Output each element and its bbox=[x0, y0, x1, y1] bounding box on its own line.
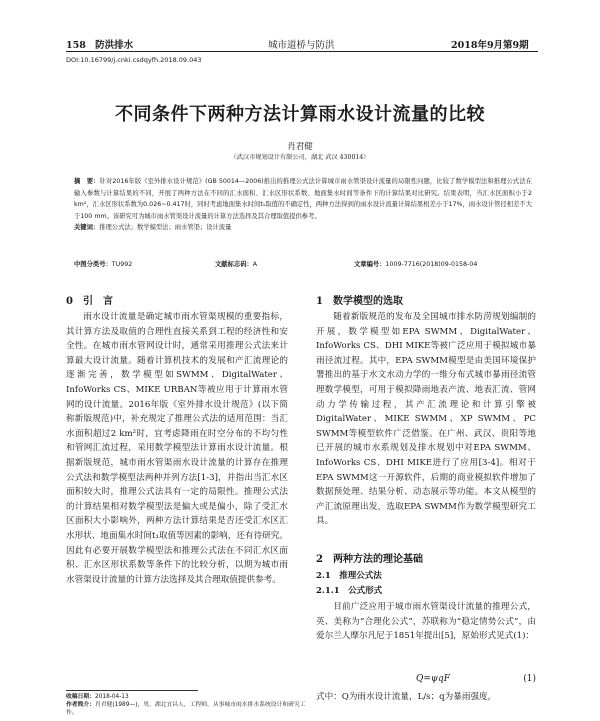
heading-model-selection: 1 数学模型的选取 bbox=[316, 296, 403, 307]
equation-explanation bbox=[316, 690, 536, 705]
header-rule bbox=[66, 51, 538, 52]
heading-introduction: 0 引 言 bbox=[66, 296, 113, 307]
received-value: 2018-04-13 bbox=[95, 694, 129, 700]
heading-theory: 2 两种方法的理论基础 bbox=[316, 554, 423, 565]
affiliation: （武汉市规划设计有限公司，湖北 武汉 430014） bbox=[230, 154, 370, 161]
section-name: 防洪排水 bbox=[95, 40, 134, 51]
abstract-label: 摘 要： bbox=[74, 178, 100, 185]
heading-formula-form: 2.1.1 公式形式 bbox=[316, 586, 383, 596]
footnote bbox=[66, 693, 306, 717]
clc-label: 中图分类号： bbox=[74, 261, 112, 268]
doc-code-value: A bbox=[252, 261, 258, 268]
introduction-body bbox=[66, 310, 288, 587]
equation-explanation-text: 式中：Q为雨水设计流量，L/s；q为暴雨强度， bbox=[316, 692, 497, 702]
author-bio-text: 肖君健(1989—)，男，湖北宜昌人，工程师，从事城市雨水排水系统设计和研究工作。 bbox=[66, 702, 306, 716]
equation-body: Q=ψqF bbox=[416, 674, 450, 684]
issue-info: 2018年9月第9期 bbox=[451, 40, 529, 51]
doi: DOI:10.16799/j.cnki.csdqyfh.2018.09.043 bbox=[66, 56, 202, 64]
journal-name: 城市道桥与防洪 bbox=[268, 40, 335, 51]
article-number bbox=[354, 259, 477, 268]
abstract-text: 针对2016年版《室外排水设计规范》(GB 50014—2006)推出的推理公式法计算城市雨水管渠设计流量的局限性问题，比较了数学模型法和推理公式法在输入参数与计算结果的不同，开展了两种方法在不同的汇水面积、汇水区形状系数、地面集水时间等条件下的计算结果对比研究。结果表明，当汇水区面积小于2 km²，汇水区形状系数为0.026~0.417时，同时考虑地面集水时间t₁取值的不确定性，两种方法得到的雨水设计流量计算结果相差小于17%，雨水设计管径相差不大于100 mm。该研究可为城市雨水管渠设计流量的计算方法选择及其合理取值提供参考。 bbox=[74, 178, 533, 220]
page-number: 158 bbox=[66, 40, 86, 51]
abstract-block bbox=[74, 176, 532, 234]
running-header-left bbox=[66, 37, 133, 51]
clc-number bbox=[74, 259, 132, 268]
article-number-value: 1009-7716(2018)09-0158-04 bbox=[385, 261, 478, 268]
clc-value: TU992 bbox=[111, 261, 133, 268]
document-code bbox=[215, 259, 257, 268]
keywords-text: 推理公式法；数学模型法；雨水管渠；设计流量 bbox=[99, 224, 232, 232]
heading-rational-method: 2.1 推理公式法 bbox=[316, 571, 382, 581]
keywords-label: 关键词： bbox=[74, 224, 100, 232]
model-selection-body bbox=[316, 310, 536, 529]
abstract-paragraph bbox=[74, 176, 532, 222]
received-date bbox=[66, 693, 306, 701]
model-selection-paragraph: 随着新版规范的发布及全国城市排水防涝规划编制的开展，数学模型如EPA SWMM、DigitalWater、InfoWorks CS、DHI MIKE等被广泛应用于模拟城市暴雨径流过程。其中，EPA SWMM模型是由美国环境保护署推出的基于水文水动力学的一维分布式城市暴雨径流管理数学模型，可用于模拟降雨地表产流、地表汇流、管网动力学传输过程，其产汇流理论和计算引擎被DigitalWater、MIKE SWMM、XP SWMM、PC SWMM等模型软件广泛借鉴。在广州、武汉、贵阳等地已开展的城市水系规划及排水规划中对EPA SWMM、InfoWorks CS、DHI MIKE进行了应用[3-4]。相对于EPA SWMM这一开源软件，后期的商业模拟软件增加了数据预处理、结果分析、动态展示等功能。本文从模型的产汇流原理出发，选取EPA SWMM作为数学模型研究工具。 bbox=[316, 312, 536, 527]
author-bio-label: 作者简介： bbox=[66, 702, 95, 708]
author-name: 肖君健 bbox=[287, 142, 313, 152]
formula-intro-paragraph: 目前广泛应用于城市雨水管渠设计流量的推理公式，英、美称为“合理化公式”，苏联称为“稳定情势公式”，由爱尔兰人摩尔凡尼于1851年提出[5]，原始形式见式(1)： bbox=[316, 602, 536, 642]
paper-title: 不同条件下两种方法计算雨水设计流量的比较 bbox=[115, 104, 485, 125]
formula-intro bbox=[316, 600, 536, 644]
author-bio bbox=[66, 701, 306, 717]
equation-number: (1) bbox=[523, 674, 536, 684]
doc-code-label: 文献标志码： bbox=[215, 261, 253, 268]
footnote-rule bbox=[66, 690, 198, 691]
keywords-line bbox=[74, 222, 532, 234]
article-number-label: 文章编号： bbox=[354, 261, 386, 268]
introduction-paragraph: 雨水设计流量是确定城市雨水管渠规模的重要指标，其计算方法及取值的合理性直接关系到工程的经济性和安全性。在城市雨水管网设计时，通常采用推理公式法来计算最大设计流量。随着计算机技术的发展和产汇流理论的逐渐完善，数学模型如SWMM、DigitalWater、InfoWorks CS、MIKE URBAN等被应用于计算雨水管网的设计流量。2016年版《室外排水设计规范》(以下简称新版规范)中，补充规定了推理公式法的适用范围：当汇水面积超过2 km²时，宜考虑降雨在时空分布的不均匀性和管网汇流过程，采用数学模型法计算雨水设计流量。根据新版规范，城市雨水管渠雨水设计流量的计算存在推理公式法和数学模型法两种并列方法[1-3]，并指出当汇水区面积较大时，推理公式法具有一定的局限性。推理公式法的计算结果相对数学模型法是偏大或是偏小，除了受汇水区面积大小影响外，两种方法计算结果是否还受汇水区汇水形状、地面集水时间t₁取值等因素的影响，还有待研究。因此有必要开展数学模型法和推理公式法在不同汇水区面积、汇水区形状系数等条件下的比较分析，以期为城市雨水管渠设计流量的计算方法选择及其合理取值提供参考。 bbox=[66, 312, 288, 585]
received-label: 收稿日期： bbox=[66, 694, 95, 700]
